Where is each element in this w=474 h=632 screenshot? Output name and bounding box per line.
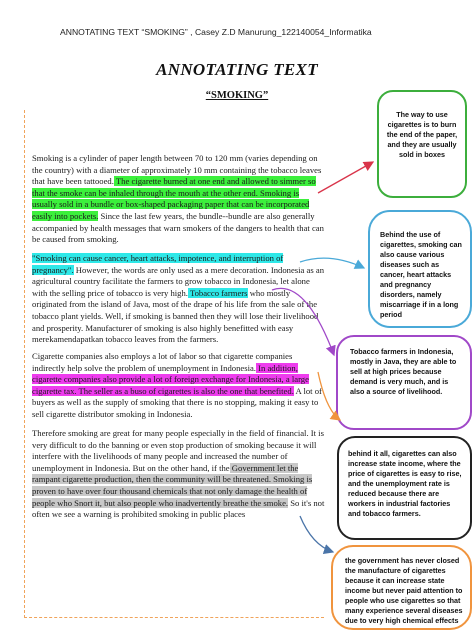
arrow-to-note-4 xyxy=(318,372,340,420)
document-header: ANNOTATING TEXT “SMOKING” , Casey Z.D Manurung_122140054_Informatika xyxy=(60,27,372,37)
paragraph-text: Since the last few years, the bundle--bundle are also generally accompanied by health messages that warn smokers of the dangers to health that can be caused from smoking. xyxy=(32,210,324,245)
paragraph-text: Cigarette companies also employs a lot of labor so that cigarette companies indirectly help solve the problem of unemployment in Indonesia. xyxy=(32,351,293,373)
arrow-to-note-1 xyxy=(318,162,373,193)
paragraph-text: Smoking is a cylinder of paper length between 70 to 120 mm (varies depending on the country) with a diameter of approximately 10 mm containing the tobacco leaves that have been tattooed. xyxy=(32,153,322,187)
annotation-note-4: behind it all, cigarettes can also increase state income, where the price of cigarettes is easy to rise, and the unemployment rate is reduced because there are workers in industrial factories and tobacco farmers. xyxy=(337,436,472,540)
arrow-to-note-5 xyxy=(300,516,333,552)
magenta-highlight: In addition, cigarette companies also provide a lot of foreign exchange for Indonesia, a large cigarette tax. The seller as a buso of cigarettes is also the one that benefited. xyxy=(32,362,309,396)
paragraph-text: who mostly originated from the island of Java, most of the drape of his life from the sale of the tobacco plant yields. Well, if smoking is banned then they will lose their livelihood and prosperity. Manufacturer of smoking is also highly benefitted with easy merekamendapatkan tobacco leaves from the farmers. xyxy=(32,287,319,345)
cyan-highlight: "Smoking can cause cancer, heart attacks, impotence, and interruption of pregnancy". xyxy=(32,253,284,275)
paragraph-text: So it's not often we see a warning is prohibited smoking in public places xyxy=(32,497,325,520)
page-title: ANNOTATING TEXT xyxy=(156,60,318,79)
subtitle-text: “SMOKING” xyxy=(205,90,269,101)
arrow-to-note-2 xyxy=(300,258,364,268)
annotation-note-1: The way to use cigarettes is to burn the end of the paper, and they are usually sold in boxes xyxy=(377,90,467,198)
annotation-note-2: Behind the use of cigarettes, smoking can also cause various diseases such as cancer, heart attacks and pregnancy disorders, namely miscarriage if in a long period xyxy=(368,210,472,328)
cyan-highlight: Tobacco farmers xyxy=(187,287,248,298)
paragraph-text: Therefore smoking are great for many people especially in the field of financial. It is very difficult to do the banning or even stop production of smoking because it will interfere with the livelihoods of many people and increased the number of unemployment in Indonesia. But on the other hand, if the xyxy=(32,428,324,473)
annotation-note-3: Tobacco farmers in Indonesia, mostly in Java, they are able to sell at high prices because demand is very much, and is also a source of livelihood. xyxy=(336,335,472,430)
paragraph-text: However, the words are only used as a mere decoration. Indonesia as an agricultural country facilitate the farmers to grow tobacco in Indonesia, let alone with the selling price of tobacco is very high. xyxy=(32,264,325,298)
annotation-note-5: the government has never closed the manufacture of cigarettes because it can increase state income but never paid attention to people who use cigarettes so that many experience several diseases due to very high chemical effects xyxy=(331,545,472,630)
arrow-to-note-3 xyxy=(272,288,334,355)
paragraph-text: A lot of buyers as well as the supply of smoking that there is no stopping, making it easy to sell cigarette distributor smoking in Indonesia. xyxy=(32,385,322,419)
green-highlight: The cigarette burned at one end and allowed to simmer so that the smoke can be inhaled through the mouth at the other end. Smoking is usually sold in a bundle or box-shaped packaging paper that can be incorporated easily into pockets. xyxy=(32,176,316,221)
gray-highlight: Government let the rampant cigarette production, then the community will be threatened. Smoking is proven to have over four thousand chemicals that not only damage the health of people who Snort it, but also people who inadvertently breathe the smoke. xyxy=(32,462,313,508)
